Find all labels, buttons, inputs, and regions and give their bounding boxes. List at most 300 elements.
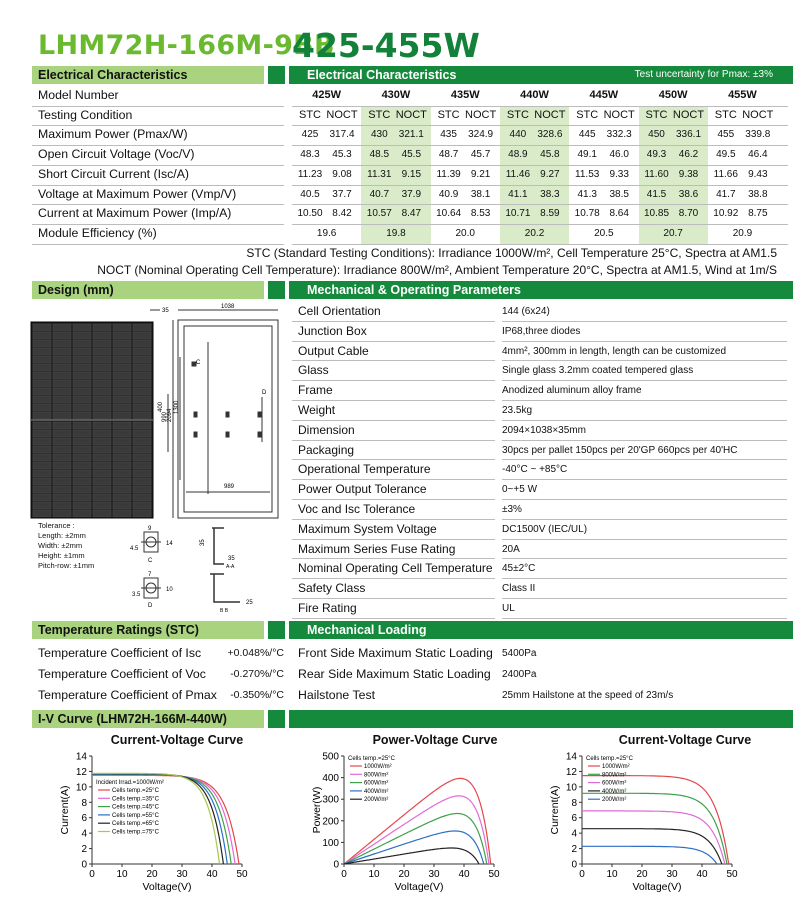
solar-cell [93,340,111,347]
imp-noct-value: 8.70 [678,208,699,220]
dim-990: 990 [162,411,168,422]
solar-cell [33,446,51,453]
solar-cell [53,510,71,517]
mechanical-row-label: Voc and Isc Tolerance [292,500,495,520]
solar-cell [73,364,91,371]
y-tick-label: 6 [571,813,577,825]
solar-cell [93,356,111,363]
solar-cell [133,454,151,461]
mechanical-row-value: 2094×1038×35mm [502,421,787,441]
solar-cell [133,396,151,403]
voc-noct-value: 45.7 [470,149,491,161]
x-tick-label: 50 [488,869,500,880]
solar-cell [73,388,91,395]
mechanical-row-label: Frame [292,381,495,401]
model-header: 450W [658,89,688,101]
solar-cell [33,470,51,477]
legend-entry: 800W/m² [602,772,627,779]
solar-cell [133,470,151,477]
mechanical-row-label: Dimension [292,421,495,441]
stc-label: STC [437,108,460,121]
solar-cell [93,332,111,339]
electrical-row-label: Module Efficiency (%) [38,225,157,240]
solar-cell [73,324,91,331]
legend-entry: 400W/m² [602,788,627,795]
solar-cell [53,502,71,509]
isc-noct-value: 9.15 [401,168,422,180]
voc-noct-value: 46.4 [748,149,768,161]
solar-cell [93,494,111,501]
solar-cell [53,364,71,371]
isc-stc-value: 11.39 [436,168,461,180]
y-tick-label: 8 [571,797,577,809]
solar-cell [73,462,91,469]
x-tick-label: 20 [398,869,410,880]
imp-noct-value: 8.42 [332,208,352,220]
solar-cell [33,438,51,445]
series-line [582,846,717,864]
vmp-stc-value: 40.7 [369,188,390,200]
vmp-stc-value: 41.1 [508,188,528,200]
legend-entry: Cells temp.=55°C [112,812,159,819]
solar-cell [53,478,71,485]
solar-cell [93,454,111,461]
solar-cell [133,340,151,347]
solar-cell [33,364,51,371]
y-tick-label: 6 [81,813,87,825]
header-divider [268,281,285,299]
y-tick-label: 4 [81,828,87,840]
solar-cell [93,388,111,395]
legend-entry: Cells temp.=45°C [112,804,159,811]
voc-noct-value: 45.3 [332,149,352,161]
pmax-noct-value: 328.6 [537,129,563,141]
loading-row-value: 2400Pa [502,669,537,680]
solar-cell [73,422,91,429]
x-tick-label: 30 [176,869,188,880]
solar-cell [73,470,91,477]
solar-cell [133,412,151,419]
solar-cell [33,372,51,379]
imp-stc-value: 10.92 [713,208,739,220]
voc-stc-value: 49.5 [716,149,736,161]
stc-label: STC [368,108,391,121]
solar-cell [93,364,111,371]
iv-curve-temperature-chart [58,748,258,896]
solar-cell [33,422,51,429]
solar-cell [33,454,51,461]
isc-stc-value: 11.60 [644,168,669,180]
pmax-noct-value: 336.1 [675,129,702,141]
solar-cell [53,486,71,493]
mechanical-row-label: Power Output Tolerance [292,480,495,500]
voc-stc-value: 48.5 [369,149,390,161]
vmp-noct-value: 38.3 [540,188,560,200]
solar-cell [33,324,51,331]
y-tick-label: 0 [571,859,577,871]
x-axis-label: Voltage(V) [632,881,682,893]
chart1-title: Current-Voltage Curve [110,733,244,747]
solar-cell [133,486,151,493]
solar-cell [33,340,51,347]
mechanical-row-label: Packaging [292,441,495,461]
pmax-noct-value: 321.1 [398,129,424,141]
imp-noct-value: 8.53 [470,208,491,220]
loading-header: Mechanical Loading [289,621,793,639]
tolerance-width: Width: ±2mm [38,541,83,550]
legend-entry: 800W/m² [364,772,389,779]
design-header: Design (mm) [32,281,264,299]
solar-cell [53,388,71,395]
solar-cell [133,502,151,509]
solar-cell [33,494,51,501]
dim-989: 989 [224,484,235,490]
legend-title: Incident Irrad.=1000W/m² [96,780,164,786]
voc-stc-value: 48.9 [508,149,528,161]
model-header: 430W [381,89,411,101]
mechanical-row-value: Single glass 3.2mm coated tempered glass [502,361,787,381]
mechanical-row-value: 4mm², 300mm in length, length can be customized [502,342,787,362]
y-tick-label: 14 [75,751,87,763]
x-tick-label: 50 [236,869,248,880]
solar-cell [53,404,71,411]
efficiency-value: 20.9 [732,227,753,239]
mechanical-row-value: -40°C ~ +85°C [502,460,787,480]
pmax-noct-value: 332.3 [606,129,632,141]
header-divider [268,621,285,639]
solar-cell [73,438,91,445]
electrical-row-label: Maximum Power (Pmax/W) [38,127,188,142]
label-aa: A-A [226,564,235,570]
noct-label: NOCT [465,108,497,121]
solar-cell [93,446,111,453]
y-tick-label: 10 [565,782,577,794]
x-tick-label: 0 [89,869,95,880]
solar-cell [33,486,51,493]
mechanical-row-value: 144 (6x24) [502,302,787,322]
solar-cell [133,422,151,429]
y-tick-label: 2 [571,844,577,856]
legend-title: Cells temp.=25°C [586,756,633,762]
solar-cell [93,502,111,509]
solar-cell [133,462,151,469]
solar-cell [93,470,111,477]
tolerance-height: Height: ±1mm [38,551,85,560]
x-tick-label: 20 [636,869,648,880]
model-header: 440W [520,89,549,101]
solar-cell [33,404,51,411]
model-header: 435W [450,89,480,101]
solar-cell [93,412,111,419]
pmax-stc-value: 450 [648,129,665,141]
temperature-row-label: Temperature Coefficient of Isc [38,646,202,660]
solar-cell [93,372,111,379]
noct-note: NOCT (Nominal Operating Cell Temperature): Irradiance 800W/m², Ambient Temperature 20°C, Spectra at AM1.5, Wind at 1m/S [97,263,777,277]
solar-cell [113,388,131,395]
solar-cell [53,446,71,453]
mechanical-row-value: ±3% [502,500,787,520]
dim-400: 400 [158,401,164,412]
x-tick-label: 20 [146,869,158,880]
legend-entry: Cells temp.=25°C [112,788,159,794]
detail-c [141,532,161,552]
solar-cell [73,478,91,485]
noct-label: NOCT [603,108,635,121]
solar-cell [113,324,131,331]
label-d: D [148,603,153,609]
detail-d [141,578,161,598]
noct-label: NOCT [326,108,358,121]
solar-cell [53,422,71,429]
mechanical-row-label: Cell Orientation [292,302,495,322]
solar-cell [73,404,91,411]
y-tick-label: 0 [333,859,339,871]
solar-cell [133,388,151,395]
electrical-row-label: Short Circuit Current (Isc/A) [38,166,190,181]
imp-stc-value: 10.64 [436,208,462,220]
vmp-noct-value: 37.9 [401,188,422,200]
voc-stc-value: 49.3 [646,149,667,161]
legend-entry: 200W/m² [602,797,627,804]
solar-cell [73,372,91,379]
y-axis-label: Current(A) [59,785,71,835]
electrical-row-label: Testing Condition [38,107,133,122]
x-tick-label: 50 [726,869,738,880]
legend-entry: 200W/m² [364,797,389,804]
solar-cell [73,380,91,387]
y-tick-label: 14 [565,751,577,763]
x-axis-label: Voltage(V) [394,881,444,893]
solar-cell [113,340,131,347]
solar-cell [93,324,111,331]
dim-height: 2094 [167,408,173,422]
dim-25: 25 [246,600,253,606]
solar-cell [113,404,131,411]
noct-label: NOCT [742,108,774,121]
efficiency-value: 20.7 [663,227,683,239]
solar-cell [113,470,131,477]
electrical-header-right [289,66,793,84]
mechanical-row-value: 30pcs per pallet 150pcs per 20'GP 660pcs per 40'HC [502,441,787,461]
solar-cell [113,494,131,501]
solar-cell [133,438,151,445]
tolerance-title: Tolerance : [38,521,75,530]
y-tick-label: 8 [81,797,87,809]
solar-cell [113,396,131,403]
vmp-stc-value: 41.5 [646,188,667,200]
solar-cell [93,478,111,485]
pmax-noct-value: 324.9 [468,129,494,141]
model-header: 455W [728,89,757,101]
solar-cell [53,348,71,355]
loading-row-label: Rear Side Maximum Static Loading [298,667,491,681]
x-tick-label: 30 [666,869,678,880]
panel-front-view [31,322,153,518]
solar-cell [113,446,131,453]
y-axis-label: Power(W) [311,786,323,834]
solar-cell [133,364,151,371]
loading-row-label: Hailstone Test [298,688,376,702]
solar-cell [133,478,151,485]
solar-cell [33,356,51,363]
header-divider [268,710,285,728]
noct-label: NOCT [672,108,705,121]
solar-cell [73,486,91,493]
mechanical-row-label: Junction Box [292,322,495,342]
efficiency-value: 19.8 [386,227,406,239]
imp-stc-value: 10.85 [643,208,670,220]
noct-label: NOCT [534,108,566,121]
solar-cell [53,438,71,445]
y-tick-label: 300 [322,794,339,806]
imp-noct-value: 8.47 [401,208,422,220]
solar-cell [73,446,91,453]
solar-cell [133,380,151,387]
solar-cell [113,486,131,493]
imp-stc-value: 10.57 [366,208,392,220]
solar-cell [33,412,51,419]
dim-4-5: 4.5 [130,546,139,552]
x-tick-label: 0 [341,869,347,880]
voc-stc-value: 48.3 [300,149,320,161]
solar-cell [113,412,131,419]
isc-stc-value: 11.31 [367,168,392,180]
solar-cell [73,510,91,517]
legend-entry: Cells temp.=75°C [112,829,159,836]
isc-noct-value: 9.43 [748,168,768,180]
vmp-stc-value: 40.9 [438,188,459,200]
vmp-stc-value: 41.3 [577,188,597,200]
solar-cell [53,494,71,501]
y-tick-label: 500 [322,751,339,763]
solar-cell [113,462,131,469]
dim-7: 7 [148,572,152,578]
solar-cell [73,430,91,437]
stc-label: STC [714,108,737,121]
solar-cell [73,396,91,403]
solar-cell [33,348,51,355]
pmax-stc-value: 440 [509,129,527,141]
uncertainty-note: Test uncertainty for Pmax: ±3% [634,69,773,80]
solar-cell [133,348,151,355]
isc-stc-value: 11.46 [505,168,531,180]
vmp-noct-value: 38.8 [748,188,768,200]
mechanical-row-label: Weight [292,401,495,421]
solar-cell [133,430,151,437]
imp-noct-value: 8.59 [540,208,560,220]
temperature-row-label: Temperature Coefficient of Pmax [38,688,217,702]
solar-cell [33,502,51,509]
solar-cell [73,502,91,509]
solar-cell [33,332,51,339]
mechanical-row-label: Glass [292,361,495,381]
electrical-header-title: Electrical Characteristics [307,68,457,82]
loading-row-value: 5400Pa [502,648,537,659]
dim-35c: 35 [200,539,206,546]
y-tick-label: 0 [81,859,87,871]
temperature-header: Temperature Ratings (STC) [32,621,264,639]
x-tick-label: 40 [206,869,218,880]
solar-cell [93,510,111,517]
voc-stc-value: 49.1 [577,149,597,161]
stc-note: STC (Standard Testing Conditions): Irradiance 1000W/m², Cell Temperature 25°C, Spectra at AM1.5 [246,246,777,260]
mechanical-row-label: Nominal Operating Cell Temperature [292,559,495,579]
mechanical-row-label: Safety Class [292,579,495,599]
solar-cell [93,404,111,411]
solar-cell [33,478,51,485]
marker-d: D [262,390,267,396]
mechanical-row-value: 45±2°C [502,559,787,579]
solar-cell [133,372,151,379]
solar-cell [53,430,71,437]
model-header: 425W [312,89,342,101]
loading-row-value: 25mm Hailstone at the speed of 23m/s [502,690,674,701]
legend-entry: 600W/m² [602,780,627,787]
pmax-noct-value: 339.8 [745,129,771,141]
x-tick-label: 10 [606,869,618,880]
legend-entry: 1000W/m² [364,764,392,770]
solar-cell [113,372,131,379]
solar-cell [113,430,131,437]
solar-cell [93,396,111,403]
solar-cell [93,438,111,445]
mechanical-row-label: Fire Rating [292,599,495,619]
dim-9: 9 [148,526,152,532]
y-tick-label: 400 [322,773,339,785]
isc-noct-value: 9.33 [609,168,629,180]
solar-cell [113,502,131,509]
imp-stc-value: 10.71 [505,208,531,220]
dim-width: 1038 [221,304,235,310]
dim-35b: 35 [228,556,235,562]
solar-cell [113,478,131,485]
solar-cell [53,412,71,419]
mechanical-row-value: Anodized aluminum alloy frame [502,381,787,401]
temperature-row-value: +0.048%/°C [227,647,284,659]
voc-noct-value: 45.5 [401,149,422,161]
pmax-noct-value: 317.4 [329,129,355,141]
solar-cell [133,356,151,363]
solar-cell [113,332,131,339]
solar-cell [33,388,51,395]
pmax-stc-value: 445 [578,129,596,141]
solar-cell [113,422,131,429]
solar-cell [53,396,71,403]
solar-cell [113,510,131,517]
solar-cell [133,332,151,339]
isc-noct-value: 9.27 [540,168,560,180]
temperature-row-value: -0.270%/°C [230,668,284,680]
model-header: 445W [589,89,619,101]
x-tick-label: 10 [368,869,380,880]
solar-cell [93,348,111,355]
mechanical-row-value: 23.5kg [502,401,787,421]
solar-cell [133,446,151,453]
solar-cell [33,510,51,517]
x-tick-label: 10 [116,869,128,880]
solar-cell [53,356,71,363]
solar-cell [73,332,91,339]
legend-title: Cells temp.=25°C [348,756,395,762]
x-axis-label: Voltage(V) [142,881,192,893]
x-tick-label: 40 [696,869,708,880]
stc-label: STC [506,108,529,121]
y-tick-label: 12 [75,766,87,778]
isc-noct-value: 9.21 [470,168,491,180]
electrical-header-left: Electrical Characteristics [32,66,264,84]
voc-noct-value: 46.0 [609,149,629,161]
efficiency-value: 20.5 [594,227,614,239]
